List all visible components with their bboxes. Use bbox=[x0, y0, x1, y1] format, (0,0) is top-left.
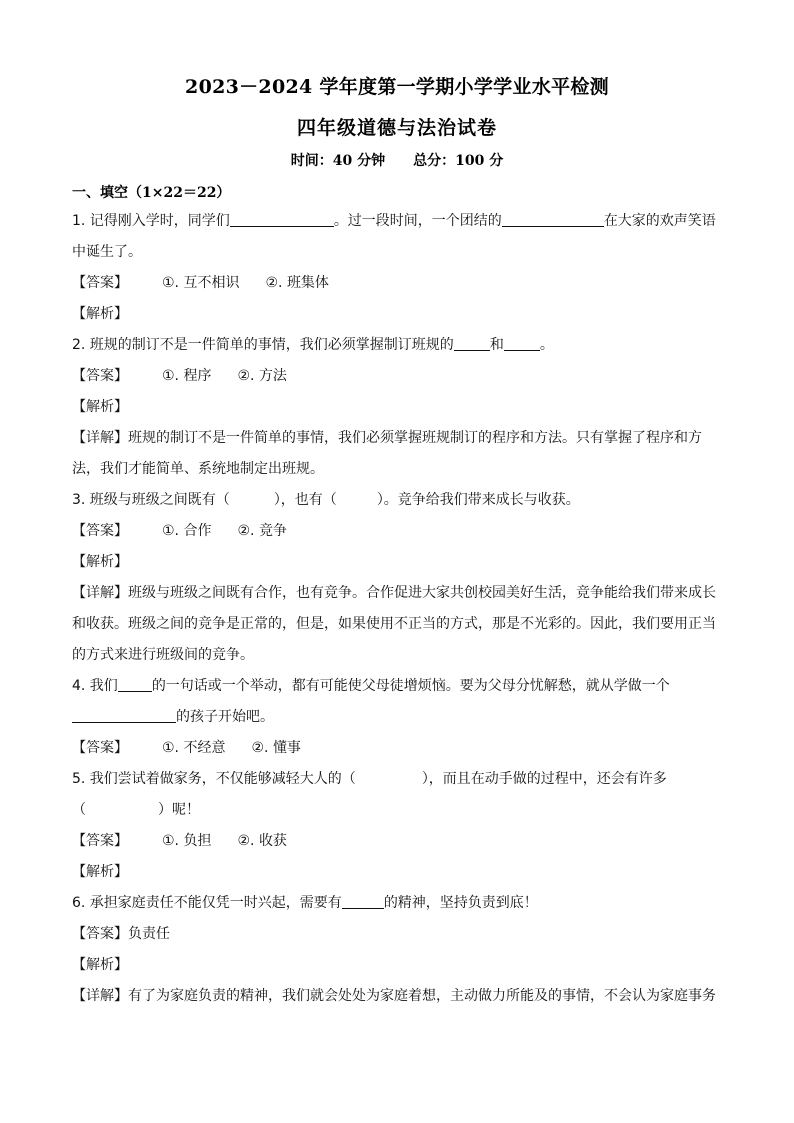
question-2: 2. 班规的制订不是一件简单的事情，我们必须掌握制订班规的 和 。 bbox=[72, 337, 554, 353]
answer-label: 【答案】 bbox=[72, 368, 128, 384]
detail-2-line1: 【详解】班规的制订不是一件简单的事情，我们必须掌握班规制订的程序和方法。只有掌握了程序和方 bbox=[72, 430, 702, 446]
detail-label: 【详解】 bbox=[72, 585, 128, 601]
section-fill-blank-title: 一、填空（1×22＝22） bbox=[72, 185, 231, 201]
answer-label: 【答案】 bbox=[72, 523, 128, 539]
answer-1: 【答案】 ①. 互不相识 ②. 班集体 bbox=[72, 275, 329, 291]
analysis-label: 【解析】 bbox=[72, 864, 128, 880]
exam-title-line2: 四年级道德与法治试卷 bbox=[296, 117, 497, 139]
detail-3-line1: 【详解】班级与班级之间既有合作，也有竞争。合作促进大家共创校园美好生活，竞争能给我们带来成长 bbox=[72, 585, 716, 601]
answer-label: 【答案】 bbox=[72, 740, 128, 756]
detail-label: 【详解】 bbox=[72, 988, 128, 1004]
analysis-1 bbox=[72, 299, 722, 330]
answer-6: 【答案】负责任 bbox=[72, 926, 170, 942]
analysis-label: 【解析】 bbox=[72, 554, 128, 570]
answer-label: 【答案】 bbox=[72, 833, 128, 849]
analysis-label: 【解析】 bbox=[72, 399, 128, 415]
analysis-6 bbox=[72, 950, 722, 981]
question-list bbox=[72, 206, 722, 1012]
question-4-line2: 的孩子开始吧。 bbox=[72, 702, 722, 733]
blank bbox=[342, 893, 384, 909]
blank bbox=[502, 211, 604, 227]
answer-3: 【答案】 ①. 合作 ②. 竞争 bbox=[72, 523, 287, 539]
detail-label: 【详解】 bbox=[72, 430, 128, 446]
analysis-label: 【解析】 bbox=[72, 957, 128, 973]
blank bbox=[454, 335, 490, 351]
analysis-label: 【解析】 bbox=[72, 306, 128, 322]
question-1-line1: 1. 记得刚入学时，同学们 。过一段时间，一个团结的 在大家的欢声笑语 bbox=[72, 213, 716, 229]
question-5-line2: （ ）呢！ bbox=[72, 802, 200, 818]
blank bbox=[118, 676, 152, 692]
exam-title-line1: 2023－2024 学年度第一学期小学学业水平检测 bbox=[185, 76, 609, 98]
blank bbox=[72, 707, 176, 723]
answer-4: 【答案】 ①. 不经意 ②. 懂事 bbox=[72, 740, 301, 756]
answer-label: 【答案】 bbox=[72, 275, 128, 291]
question-3: 3. 班级与班级之间既有（ ），也有（ ）。竞争给我们带来成长与收获。 bbox=[72, 492, 580, 508]
detail-2-line2: 法，我们才能简单、系统地制定出班规。 bbox=[72, 461, 324, 477]
answer-label: 【答案】 bbox=[72, 926, 128, 942]
detail-3-line2: 和收获。班级之间的竞争是正常的，但是，如果使用不正当的方式，那是不光彩的。因此，我们要用正当 bbox=[72, 616, 716, 632]
question-1-line2: 中诞生了。 bbox=[72, 244, 142, 260]
exam-time-score bbox=[0, 150, 794, 170]
blank bbox=[504, 335, 540, 351]
analysis-3 bbox=[72, 547, 722, 578]
question-5-line1: 5. 我们尝试着做家务，不仅能够减轻大人的（ ），而且在动手做的过程中，还会有许多 bbox=[72, 771, 667, 787]
detail-3-line3: 的方式来进行班级间的竞争。 bbox=[72, 647, 254, 663]
blank bbox=[230, 211, 334, 227]
exam-total-score: 总分：100 分 bbox=[413, 153, 504, 169]
analysis-2 bbox=[72, 392, 722, 423]
detail-6-line1: 【详解】有了为家庭负责的精神，我们就会处处为家庭着想，主动做力所能及的事情，不会认为家庭事务 bbox=[72, 988, 716, 1004]
analysis-5 bbox=[72, 857, 722, 888]
exam-time: 时间：40 分钟 bbox=[290, 153, 386, 169]
answer-5: 【答案】 ①. 负担 ②. 收获 bbox=[72, 833, 287, 849]
question-6: 6. 承担家庭责任不能仅凭一时兴起，需要有 的精神，坚持负责到底！ bbox=[72, 895, 538, 911]
answer-2: 【答案】 ①. 程序 ②. 方法 bbox=[72, 368, 287, 384]
question-4-line1: 4. 我们 的一句话或一个举动，都有可能使父母徒增烦恼。要为父母分忧解愁，就从学做一个 bbox=[72, 678, 670, 694]
